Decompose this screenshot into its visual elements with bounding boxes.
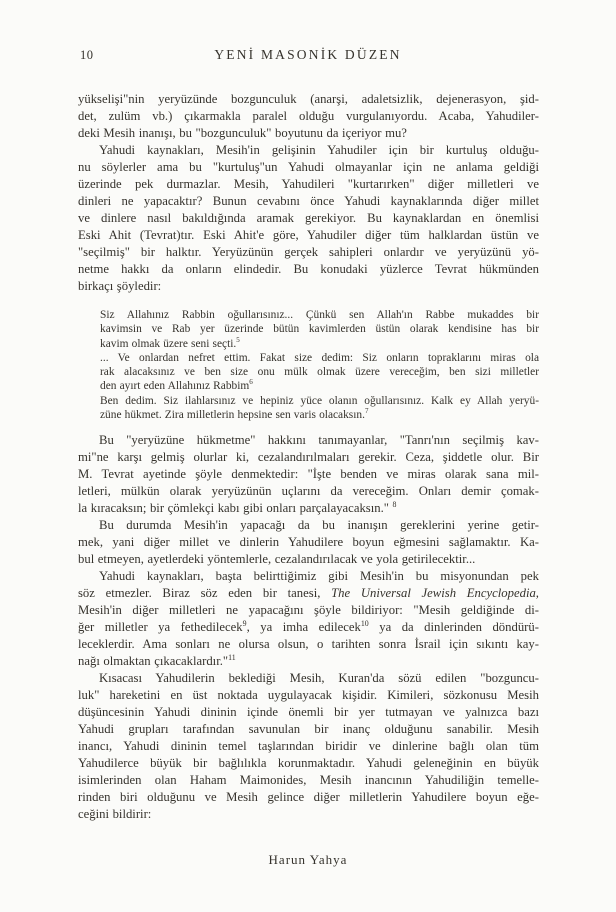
text-line: üzerinde pek durmazlar. Mesih, Yahudileri "kurtarırken" diğer milletleri ve xyxy=(78,177,539,191)
quote-paragraph xyxy=(100,394,539,423)
text-line: söz etmezler. Biraz söz eden bir tanesi, The Universal Jewish Encyclopedia, xyxy=(78,586,539,601)
text-line: leceklerdir. Ama sonları ne olursa olsun, o tarihten sonra İsrail için sıkıntı kay- xyxy=(78,637,539,652)
paragraph xyxy=(78,142,539,295)
text-line: det, zulüm vb.) çıkarmakla paralel olduğu vurgulanıyordu. Acaba, Yahudiler- xyxy=(78,109,539,123)
text-line: Bu "yeryüzüne hükmetme" hakkını tanımayanlar, "Tanrı'nın seçilmiş kav- xyxy=(99,433,539,448)
paragraph xyxy=(78,91,539,142)
text-line: Yahudi grupları tarafından savunulan bir inanç olduğunu sanabilir. Mesih xyxy=(78,722,539,737)
text-line: kavim olmak üzere seni seçti.$^5$ xyxy=(100,335,240,350)
text-line: Mesih'in diğer milletleri ne yapacağını şöyle bildiriyor: "Mesih geldiğinde di- xyxy=(78,603,539,618)
text-line: dinleri ne yapacaktır? Bunun cevabını önce Yahudi kaynaklarında diğer millet xyxy=(78,194,539,208)
text-line: Yahudi kaynakları, Mesih'in gelişinin Yahudiler için bir kurtuluş olduğu- xyxy=(99,143,539,157)
text-line: Eski Ahit (Tevrat)tır. Eski Ahit'e göre, Yahudiler diğer tüm halklardan üstün ve xyxy=(78,228,539,242)
text-line: Yahudi kaynakları, başta belirttiğimiz gibi Mesih'in bu misyonundan pek xyxy=(99,569,539,584)
text-line: ... Ve onlardan nefret ettim. Fakat size dedim: Siz onların topraklarını miras ola xyxy=(100,351,539,364)
text-line: la kıracaksın; bir çömlekçi kabı gibi onları parçalayacaksın." $^8$ xyxy=(78,500,397,516)
text-line: nu söylerler ama bu "kurtuluş"un Yahudi olmayanlar için ne anlama geldiği xyxy=(78,160,539,174)
text-line: luk" hareketini en üst noktada uygulayacak kişidir. Kimileri, sözkonusu Mesih xyxy=(78,688,539,703)
text-line: düşüncesinin Yahudi dininin içinde önemli bir yer tutmayan ve yalnızca bazı xyxy=(78,705,539,720)
page-number: 10 xyxy=(80,48,94,62)
text-line: Ben dedim. Siz ilahlarsınız ve hepiniz yüce olanın oğullarısınız. Kalk ey Allah yeryü- xyxy=(100,394,539,407)
text-line: M. Tevrat ayetinde şöyle denmektedir: "İşte benden ve miras olarak sana mil- xyxy=(78,467,539,482)
text-line: ve dinlere nasıl bakıldığında aramak gerekiyor. Bu kaynaklardan en önemlisi xyxy=(78,211,539,225)
text-line: kavimsin ve Rab yer üzerinde bütün kavimlerden üstün olarak kendisine has bir xyxy=(100,323,539,336)
paragraph xyxy=(78,517,539,568)
text-line: Siz Allahınız Rabbin oğullarısınız... Çünkü sen Allah'ın Rabbe mukaddes bir xyxy=(100,309,539,321)
text-line: mi"ne karşı gelmiş olurlar ki, cezalandırılmaları gerekir. Ceza, şiddetle olur. Bir xyxy=(78,450,539,465)
text-line: deki Mesih inanışı, bu "bozgunculuk" boyutunu da içeriyor mu? xyxy=(78,126,407,140)
paragraph xyxy=(78,670,539,823)
block-quote xyxy=(100,308,539,422)
text-line: rinden biri olduğunu ve Mesih gelince diğer milletlerin Yahudilere boyun eğe- xyxy=(78,790,539,805)
text-line: den ayırt eden Allahınız Rabbim$^6$ xyxy=(100,378,253,393)
text-line: ğer milletler ya fethedilecek$^9$, ya imha edilecek$^{10}$ ya da dinlerinden döndürü- xyxy=(78,619,539,635)
text-line: "seçilmiş" bir halktır. Yeryüzünün gerçek sahipleri onlardır ve yeryüzünü yö- xyxy=(78,245,539,259)
text-line: Bu durumda Mesih'in yapacağı da bu inanışın gereklerini yerine getir- xyxy=(99,518,539,533)
quote-paragraph xyxy=(100,308,539,351)
paragraph xyxy=(78,568,539,670)
text-line: bul etmeyen, ayetlerdeki yöntemlerle, cezalandırılacak ve yola getirilecektir... xyxy=(78,552,476,567)
text-line: birkaçı şöyledir: xyxy=(78,279,162,293)
text-line: mek, yani diğer millet ve dinlerin Yahudilere boyun eğmesini sağlamaktır. Ka- xyxy=(78,535,539,550)
page-body-text xyxy=(78,91,539,823)
text-line: netme hakkı da onların elindedir. Bu konudaki yüzlerce Tevrat hükmünden xyxy=(78,262,539,276)
text-line: rak alacaksınız ve ben size onu mülk olmak üzere vereceğim, ben sizi milletler xyxy=(100,366,539,379)
text-line: inancı, Yahudi dininin temel taşlarından biridir ve dinlerine bağlı olan tüm xyxy=(78,739,539,754)
text-line: Yahudilerce büyük bir bağlılıkla korunmaktadır. Yahudi geleneğinin en büyük xyxy=(78,756,539,771)
running-head-title: YENİ MASONİK DÜZEN xyxy=(214,47,402,62)
text-line: yükselişi"nin yeryüzünde bozgunculuk (anarşi, adaletsizlik, dejenerasyon, şid- xyxy=(78,92,539,106)
footer-author: Harun Yahya xyxy=(268,852,348,867)
quote-paragraph xyxy=(100,351,539,394)
text-line: ceğini bildirir: xyxy=(78,807,152,822)
text-line: nağı olmaktan çıkacaklardır."$^{11}$ xyxy=(78,653,236,669)
page-header xyxy=(0,47,616,65)
text-line: letleri, mülkün olarak yeryüzünün uçlarını da vereceğim. Onları demir çomak- xyxy=(78,484,539,499)
text-line: isimlerinden olan Haham Maimonides, Mesih inancının Yahudiliğin temelle- xyxy=(78,773,539,788)
text-line: Kısacası Yahudilerin beklediği Mesih, Kuran'da sözü edilen "bozguncu- xyxy=(99,671,539,686)
paragraph xyxy=(78,432,539,517)
text-line: züne hükmet. Zira milletlerin hepsine sen varis olacaksın.$^7$ xyxy=(100,407,369,422)
